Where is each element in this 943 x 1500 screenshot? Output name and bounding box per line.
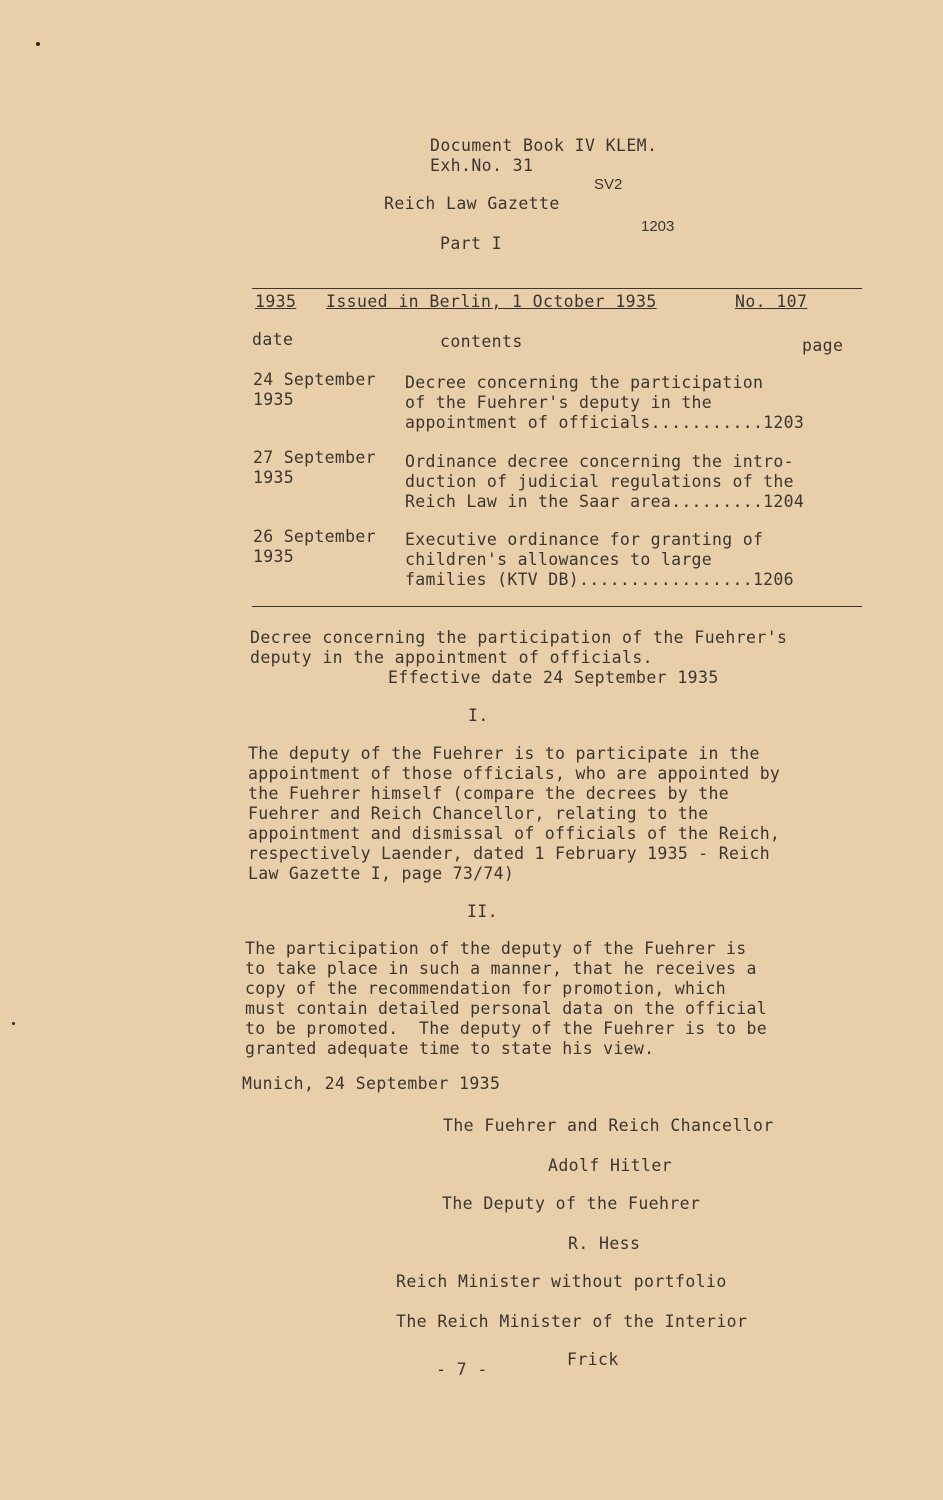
exhibit-number: Exh.No. 31: [430, 156, 534, 175]
doc-book-label: Document Book IV KLEM.: [430, 136, 658, 155]
table-row-contents: Ordinance decree concerning the intro- duction of judicial regulations of the Reich Law in the Saar area.........1204: [405, 452, 805, 511]
issue-place-date: Issued in Berlin, 1 October 1935: [326, 292, 657, 311]
table-row-contents: Executive ordinance for granting of children's allowances to large families (KTV DB).................1206: [405, 530, 794, 589]
issue-year: 1935: [255, 292, 297, 311]
signatory-title-minister: Reich Minister without portfolio: [396, 1272, 727, 1291]
section-2-paragraph: The participation of the deputy of the Fuehrer is to take place in such a manner, that he receives a copy of the recommendation for promotion, which must contain detailed personal data on the official to be promoted. The deputy of the Fuehrer is to be granted adequate time to state his view.: [245, 939, 767, 1058]
gazette-title: Reich Law Gazette: [384, 194, 560, 213]
ink-speck: [36, 42, 40, 46]
table-row-date: 24 September 1935: [253, 370, 376, 409]
issue-number: No. 107: [735, 292, 808, 311]
signatory-title-interior: The Reich Minister of the Interior: [396, 1312, 748, 1331]
rule-top: [252, 288, 862, 289]
decree-title-line1: Decree concerning the participation of the Fuehrer's: [250, 628, 788, 647]
section-1-paragraph: The deputy of the Fuehrer is to participate in the appointment of those officials, who are appointed by the Fuehrer himself (compare the decrees by the Fuehrer and Reich Chancellor, relating to the appointment and dismissal of officials of the Reich, respectively Laender, dated 1 February 1935 - Reich Law Gazette I, page 73/74): [248, 744, 781, 883]
decree-effective-date: Effective date 24 September 1935: [388, 668, 719, 687]
signatory-name-hess: R. Hess: [568, 1234, 641, 1253]
signatory-name-frick: Frick: [567, 1350, 619, 1369]
table-row-date: 27 September 1935: [253, 448, 376, 487]
decree-title-line2: deputy in the appointment of officials.: [250, 648, 654, 667]
section-heading-1: I.: [468, 706, 489, 725]
ink-speck: [12, 1022, 15, 1025]
col-header-date: date: [252, 330, 294, 349]
signatory-title-deputy: The Deputy of the Fuehrer: [442, 1194, 701, 1213]
gazette-part: Part I: [440, 234, 503, 253]
page-number: - 7 -: [436, 1360, 488, 1379]
col-header-contents: contents: [440, 332, 523, 351]
table-row-date: 26 September 1935: [253, 527, 376, 566]
gazette-page: 1203: [641, 218, 675, 235]
signatory-title-fuehrer: The Fuehrer and Reich Chancellor: [443, 1116, 774, 1135]
col-header-page: page: [802, 336, 844, 355]
sv-mark: SV2: [594, 176, 623, 193]
signatory-name-hitler: Adolf Hitler: [548, 1156, 673, 1175]
table-row-contents: Decree concerning the participation of the Fuehrer's deputy in the appointment of officials...........1203: [405, 373, 805, 432]
rule-bottom: [252, 606, 862, 607]
section-heading-2: II.: [467, 902, 499, 921]
place-date: Munich, 24 September 1935: [242, 1074, 501, 1093]
